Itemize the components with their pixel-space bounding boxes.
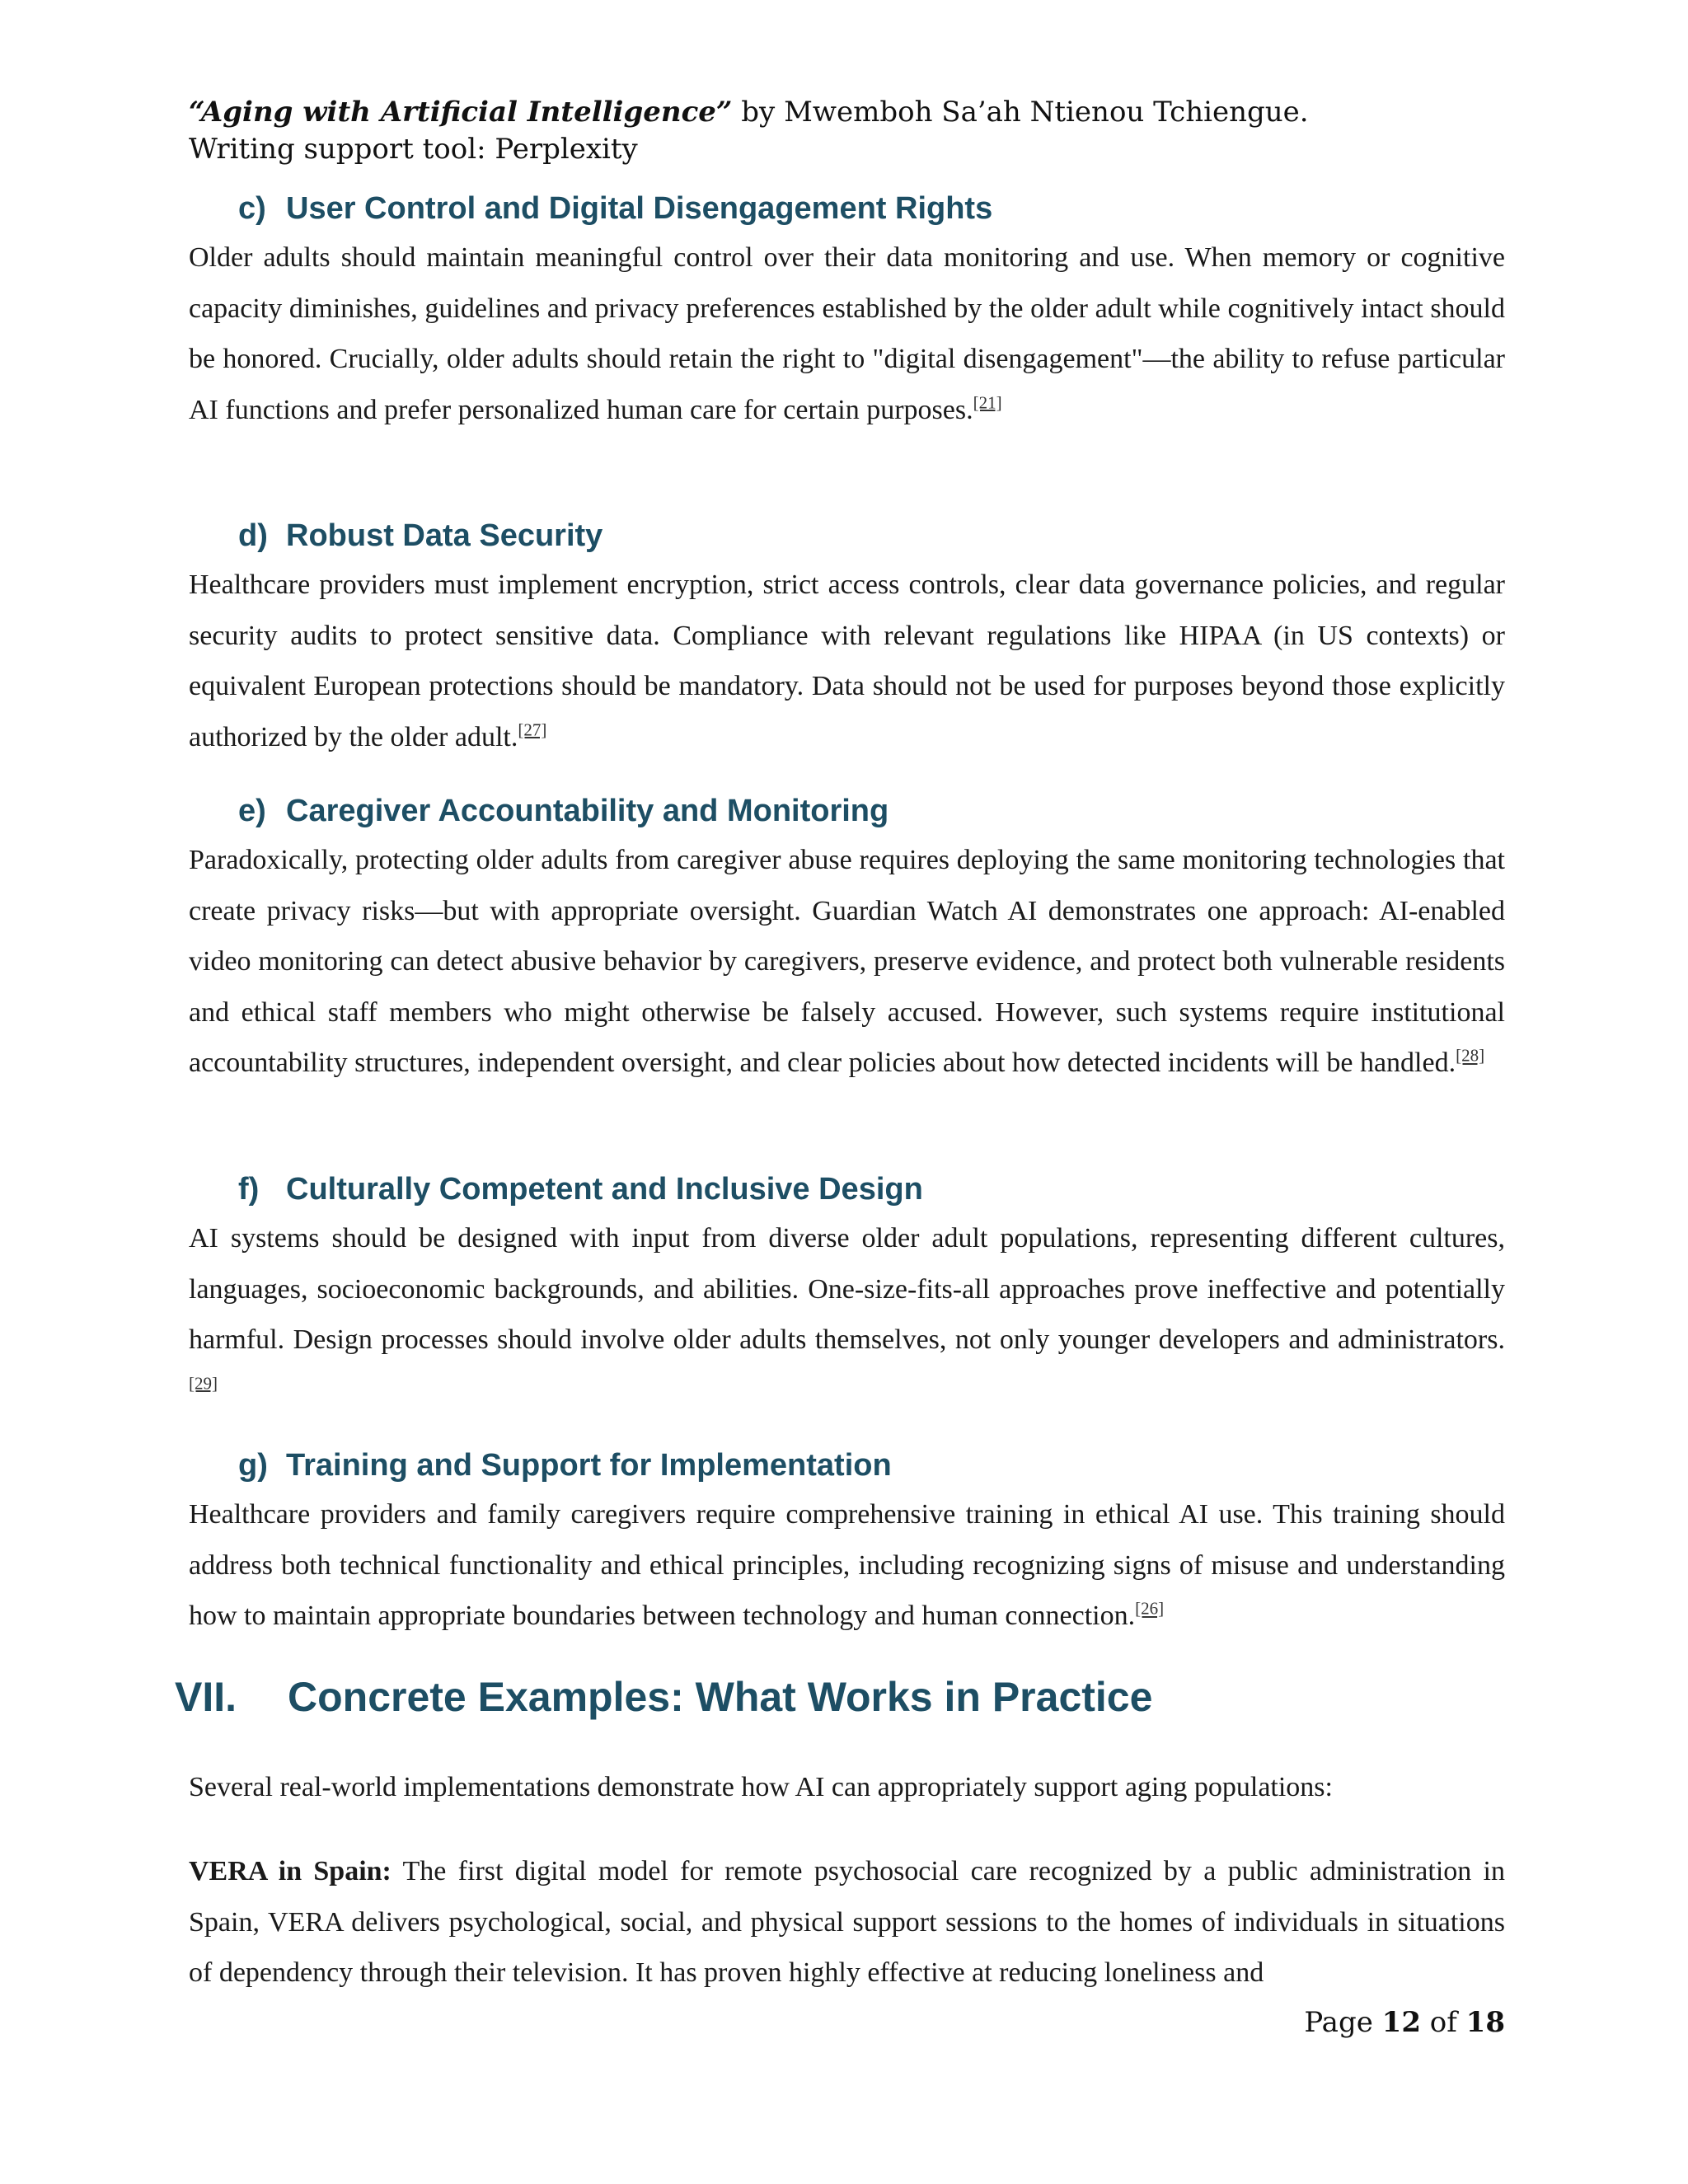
paragraph-text: Paradoxically, protecting older adults from caregiver abuse requires deploying the same monitoring technologies that create privacy risks—but with appropriate oversight. Guardian Watch AI demonstrates one approach: AI-enabled video monitoring can detect abusive behavior by caregivers, preserve evidence, and protect both vulnerable residents and ethical staff members who might otherwise be falsely accused. However, such systems require institutional accountability structures, independent oversight, and clear policies about how detected incidents will be handled. [189, 845, 1505, 1078]
section-heading [238, 517, 1505, 555]
citation-link[interactable]: [26] [1135, 1598, 1165, 1619]
total-pages: 18 [1465, 2006, 1505, 2039]
major-section-title: Concrete Examples: What Works in Practice [288, 1674, 1153, 1720]
section-f [189, 1170, 1505, 1416]
section-title: Robust Data Security [286, 518, 603, 553]
section-letter: e) [238, 794, 266, 828]
of-word: of [1429, 2006, 1457, 2039]
paragraph-text: Healthcare providers must implement encryption, strict access controls, clear data governance policies, and regular security audits to protect sensitive data. Compliance with relevant regulations like HIPAA (in US contexts) or equivalent European protections should be mandatory. Data should not be used for purposes beyond those explicitly authorized by the older adult. [189, 569, 1505, 752]
citation-link[interactable]: [28] [1456, 1045, 1485, 1066]
section-letter: c) [238, 191, 266, 226]
section-c [189, 190, 1505, 435]
vera-lead: VERA in Spain: [189, 1856, 392, 1886]
citation-link[interactable]: [29] [189, 1373, 218, 1394]
section-heading [238, 1446, 1505, 1484]
page-word: Page [1304, 2006, 1373, 2039]
paragraph-text: Older adults should maintain meaningful control over their data monitoring and use. When memory or cognitive capacity diminishes, guidelines and privacy preferences established by the older adult while cognitively intact should be honored. Crucially, older adults should retain the right to "digital disengagement"—the ability to refuse particular AI functions and prefer personalized human care for certain purposes. [189, 242, 1505, 425]
major-section-intro [189, 1762, 1505, 1813]
intro-paragraph: Several real-world implementations demonstrate how AI can appropriately support aging populations: [189, 1772, 1333, 1802]
paragraph-text: AI systems should be designed with input from diverse older adult populations, representing different cultures, languages, socioeconomic backgrounds, and abilities. One-size-fits-all approaches prove ineffective and potentially harmful. Design processes should involve older adults themselves, not only younger developers and administrators. [189, 1223, 1505, 1355]
section-heading [238, 190, 1505, 227]
section-title: Culturally Competent and Inclusive Design [286, 1172, 923, 1207]
section-letter: d) [238, 518, 268, 553]
running-header [189, 96, 1309, 129]
section-paragraph [189, 232, 1505, 435]
document-title: “Aging with Artificial Intelligence” [189, 96, 733, 129]
current-page: 12 [1381, 2006, 1421, 2039]
page-number-footer [1304, 2006, 1505, 2039]
section-g [189, 1446, 1505, 1642]
section-paragraph [189, 560, 1505, 762]
citation-link[interactable]: [21] [973, 392, 1002, 413]
section-heading [238, 792, 1505, 830]
major-section-number: VII. [175, 1674, 237, 1720]
section-paragraph [189, 1489, 1505, 1642]
citation-link[interactable]: [27] [518, 719, 547, 740]
section-letter: f) [238, 1172, 260, 1207]
section-title: User Control and Digital Disengagement Rights [286, 191, 993, 226]
paragraph-text: Healthcare providers and family caregivers require comprehensive training in ethical AI use. This training should address both technical functionality and ethical principles, including recognizing signs of misuse and understanding how to maintain appropriate boundaries between technology and human connection. [189, 1499, 1505, 1631]
section-d [189, 517, 1505, 762]
section-title: Training and Support for Implementation [286, 1448, 892, 1483]
section-paragraph [189, 835, 1505, 1089]
vera-paragraph [189, 1846, 1505, 1999]
section-title: Caregiver Accountability and Monitoring [286, 794, 889, 828]
section-heading [238, 1170, 1505, 1208]
writing-support-line: Writing support tool: Perplexity [189, 133, 638, 166]
section-letter: g) [238, 1448, 268, 1483]
section-paragraph [189, 1213, 1505, 1416]
major-section-heading [175, 1673, 1152, 1721]
vera-example [189, 1846, 1505, 1999]
author-byline: by Mwemboh Sa’ah Ntienou Tchiengue. [732, 96, 1309, 129]
vera-text: The first digital model for remote psychosocial care recognized by a public administration in Spain, VERA delivers psychological, social, and physical support sessions to the homes of individuals in situations of dependency through their television. It has proven highly effective at reducing loneliness and [189, 1856, 1505, 1988]
section-e [189, 792, 1505, 1089]
